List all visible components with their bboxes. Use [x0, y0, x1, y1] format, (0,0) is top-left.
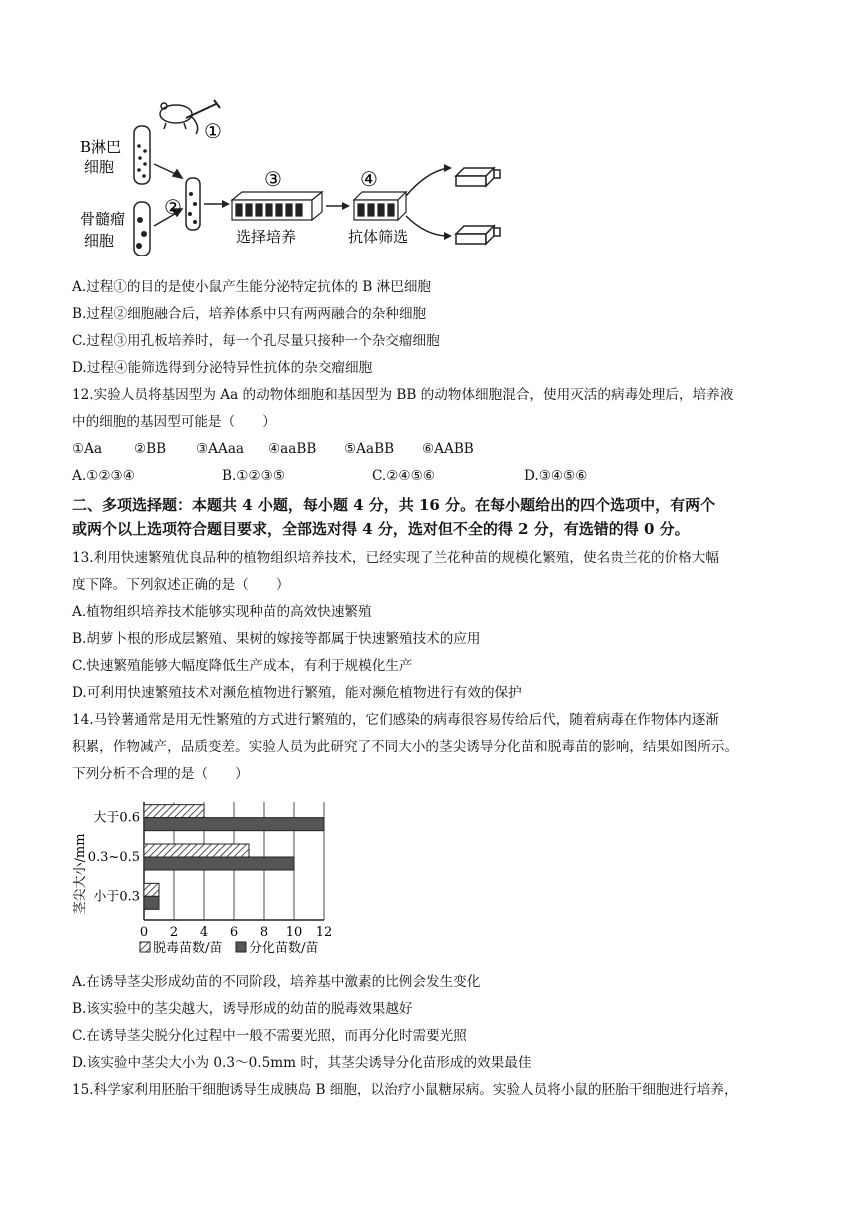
section2-heading-1: 二、多项选择题：本题共 4 小题，每小题 4 分，共 16 分。在每小题给出的四个选项中，有两个: [72, 496, 716, 514]
q13-option-a: A.植物组织培养技术能够实现种苗的高效快速繁殖: [72, 604, 372, 620]
step1-label: ①: [204, 119, 222, 143]
chart-x-tick-label: 12: [315, 925, 333, 940]
q13-option-b: B.胡萝卜根的形成层繁殖、果树的嫁接等都属于快速繁殖技术的应用: [72, 631, 481, 647]
chart-category-label: 0.3~0.5: [87, 850, 140, 865]
select-culture-label: 选择培养: [236, 228, 297, 246]
b-cell-label-1: B淋巴: [80, 138, 122, 156]
chart-x-tick-label: 8: [259, 925, 269, 940]
q12-item-1: ①Aa: [72, 441, 103, 457]
chart-category-label: 大于0.6: [93, 810, 140, 826]
tip-size-bar-chart: [70, 794, 360, 962]
chart-bar-virus-free: [144, 883, 159, 896]
q14-option-c: C.在诱导茎尖脱分化过程中一般不需要光照，而再分化时需要光照: [72, 1028, 467, 1044]
q11-option-c: C.过程③用孔板培养时，每一个孔尽量只接种一个杂交瘤细胞: [72, 333, 440, 349]
q12-option-c: C.②④⑤⑥: [372, 468, 435, 484]
q12-option-b: B.①②③⑤: [222, 468, 286, 484]
myeloma-label-2: 细胞: [84, 232, 115, 250]
step4-label: ④: [360, 167, 378, 191]
chart-legend-label: 脱毒苗数/苗: [153, 941, 223, 956]
q14-option-b: B.该实验中的茎尖越大，诱导形成的幼苗的脱毒效果越好: [72, 1001, 413, 1017]
q12-stem-1: 12.实验人员将基因型为 Aa 的动物体细胞和基因型为 BB 的动物体细胞混合，使用灭活的病毒处理后，培养液: [72, 387, 734, 403]
myeloma-label-1: 骨髓瘤: [80, 210, 126, 228]
q11-option-a: A.过程①的目的是使小鼠产生能分泌特定抗体的 B 淋巴细胞: [72, 279, 432, 295]
chart-x-tick-label: 2: [169, 925, 179, 940]
q13-stem-2: 度下降。下列叙述正确的是（ ）: [72, 577, 290, 593]
chart-bar-differentiated: [144, 818, 324, 831]
chart-legend-swatch: [140, 942, 150, 952]
culture-plate-4: [354, 192, 406, 220]
chart-x-tick-label: 10: [285, 925, 303, 940]
q12-option-a: A.①②③④: [72, 468, 135, 484]
b-cell-label-2: 细胞: [84, 158, 115, 176]
q13-stem-1: 13.利用快速繁殖优良品种的植物组织培养技术，已经实现了兰花种苗的规模化繁殖，使名贵兰花的价格大幅: [72, 550, 719, 566]
chart-bar-differentiated: [144, 857, 294, 870]
chart-x-tick-label: 6: [229, 925, 239, 940]
syringe-icon: [186, 100, 220, 118]
q12-item-6: ⑥AABB: [422, 441, 474, 457]
q13-option-c: C.快速繁殖能够大幅度降低生产成本，有利于规模化生产: [72, 658, 413, 674]
q15-stem-1: 15.科学家利用胚胎干细胞诱导生成胰岛 B 细胞，以治疗小鼠糖尿病。实验人员将小鼠的胚胎干细胞进行培养，: [72, 1082, 738, 1098]
q14-option-a: A.在诱导茎尖形成幼苗的不同阶段，培养基中激素的比例会发生变化: [72, 974, 481, 990]
chart-x-tick-label: 0: [139, 925, 149, 940]
chart-legend-swatch: [236, 942, 246, 952]
b-cell-tube: [134, 126, 150, 184]
mouse-icon: [160, 103, 198, 134]
culture-plate-3: [232, 192, 322, 220]
chart-category-label: 小于0.3: [93, 889, 140, 905]
step3-label: ③: [264, 167, 282, 191]
chart-bar-virus-free: [144, 844, 249, 857]
q13-option-d: D.可利用快速繁殖技术对濒危植物进行繁殖，能对濒危植物进行有效的保护: [72, 685, 522, 701]
flask-top: [456, 168, 500, 186]
q12-item-3: ③AAaa: [196, 441, 245, 457]
step2-label: ②: [164, 195, 182, 219]
q12-option-d: D.③④⑤⑥: [524, 468, 588, 484]
chart-bar-differentiated: [144, 896, 159, 909]
chart-y-axis-label: 茎尖大小/mm: [73, 833, 88, 915]
monoclonal-antibody-diagram: [76, 96, 506, 256]
q14-stem-3: 下列分析不合理的是（ ）: [72, 766, 249, 782]
chart-bar-virus-free: [144, 805, 204, 818]
q14-stem-1: 14.马铃薯通常是用无性繁殖的方式进行繁殖的，它们感染的病毒很容易传给后代，随着病毒在作物体内逐渐: [72, 712, 719, 728]
antibody-screen-label: 抗体筛选: [348, 228, 409, 246]
q11-option-b: B.过程②细胞融合后，培养体系中只有两两融合的杂种细胞: [72, 306, 427, 322]
fusion-tube: [186, 178, 200, 230]
myeloma-tube: [134, 202, 150, 256]
q12-stem-2: 中的细胞的基因型可能是（ ）: [72, 414, 276, 430]
section2-heading-2: 或两个以上选项符合题目要求，全部选对得 4 分，选对但不全的得 2 分，有选错的得 0 分。: [72, 520, 690, 538]
chart-x-tick-label: 4: [199, 925, 209, 940]
chart-legend-label: 分化苗数/苗: [249, 941, 319, 956]
q14-stem-2: 积累，作物减产，品质变差。实验人员为此研究了不同大小的茎尖诱导分化苗和脱毒苗的影响，结果如图所示。: [72, 739, 739, 755]
q14-option-d: D.该实验中茎尖大小为 0.3～0.5mm 时，其茎尖诱导分化苗形成的效果最佳: [72, 1055, 532, 1071]
q11-option-d: D.过程④能筛选得到分泌特异性抗体的杂交瘤细胞: [72, 360, 373, 376]
q12-item-5: ⑤AaBB: [344, 441, 395, 457]
q12-item-4: ④aaBB: [268, 441, 317, 457]
flask-bottom: [456, 226, 500, 244]
q12-item-2: ②BB: [134, 441, 167, 457]
